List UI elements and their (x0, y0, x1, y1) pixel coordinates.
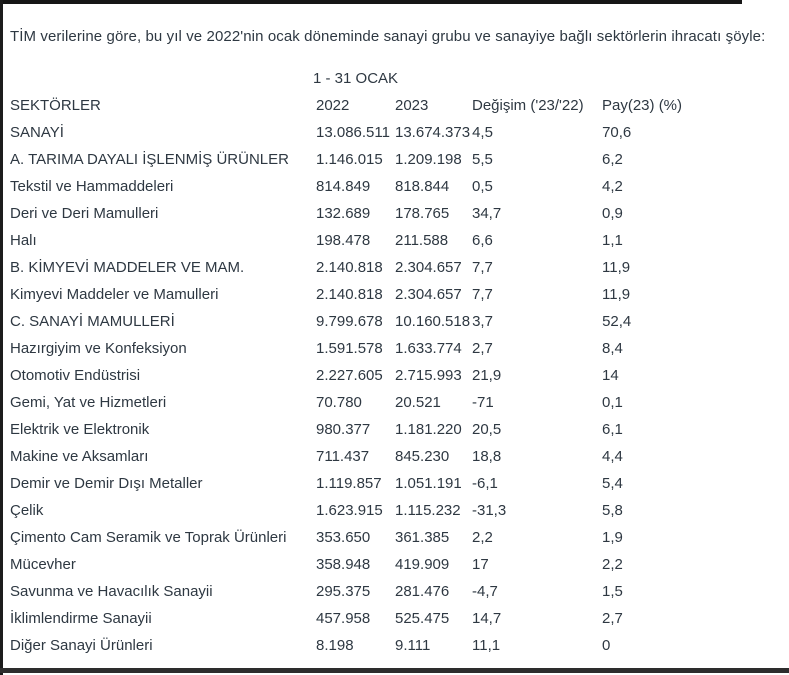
value-2022: 70.780 (316, 394, 362, 411)
column-header-change: Değişim ('23/'22) (472, 97, 584, 114)
value-2022: 980.377 (316, 421, 371, 438)
table-header-row (10, 92, 789, 119)
table-row (10, 524, 789, 551)
value-share: 52,4 (602, 313, 632, 330)
table-row (10, 200, 789, 227)
value-2023: 2.304.657 (395, 259, 462, 276)
value-change: 5,5 (472, 151, 493, 168)
value-share: 70,6 (602, 124, 632, 141)
value-2022: 2.140.818 (316, 286, 383, 303)
value-2022: 13.086.511 (316, 124, 390, 141)
sector-name: Otomotiv Endüstrisi (10, 367, 141, 384)
value-change: 34,7 (472, 205, 502, 222)
value-share: 4,2 (602, 178, 623, 195)
value-change: 0,5 (472, 178, 493, 195)
value-2023: 1.633.774 (395, 340, 462, 357)
value-share: 6,1 (602, 421, 623, 438)
value-share: 5,8 (602, 502, 623, 519)
table-row (10, 362, 789, 389)
value-change: 11,1 (472, 637, 501, 654)
sector-name: C. SANAYİ MAMULLERİ (10, 313, 175, 330)
value-2023: 9.111 (395, 637, 431, 654)
value-2022: 132.689 (316, 205, 371, 222)
value-share: 0,9 (602, 205, 623, 222)
table-row (10, 227, 789, 254)
sector-name: Mücevher (10, 556, 76, 573)
value-share: 8,4 (602, 340, 623, 357)
value-2022: 1.623.915 (316, 502, 383, 519)
sector-name: Gemi, Yat ve Hizmetleri (10, 394, 167, 411)
value-change: 20,5 (472, 421, 502, 438)
column-header-share: Pay(23) (%) (602, 97, 683, 114)
value-2023: 525.475 (395, 610, 450, 627)
value-share: 4,4 (602, 448, 623, 465)
value-share: 1,9 (602, 529, 623, 546)
table-row (10, 470, 789, 497)
value-2022: 198.478 (316, 232, 371, 249)
table-row (10, 308, 789, 335)
value-share: 2,2 (602, 556, 623, 573)
sector-name: Savunma ve Havacılık Sanayii (10, 583, 213, 600)
table-row (10, 416, 789, 443)
value-2023: 2.715.993 (395, 367, 462, 384)
value-2022: 2.227.605 (316, 367, 383, 384)
value-change: -4,7 (472, 583, 498, 600)
value-share: 2,7 (602, 610, 623, 627)
table-row (10, 632, 789, 659)
value-change: 2,2 (472, 529, 493, 546)
value-2023: 178.765 (395, 205, 450, 222)
value-2023: 818.844 (395, 178, 450, 195)
sector-name: İklimlendirme Sanayii (10, 610, 152, 627)
value-2023: 419.909 (395, 556, 450, 573)
table-body (10, 119, 789, 659)
sector-name: Makine ve Aksamları (10, 448, 149, 465)
value-share: 1,5 (602, 583, 623, 600)
value-2022: 353.650 (316, 529, 371, 546)
value-change: 14,7 (472, 610, 502, 627)
value-change: -31,3 (472, 502, 507, 519)
column-header-2023: 2023 (395, 97, 429, 114)
value-2023: 361.385 (395, 529, 450, 546)
value-2022: 9.799.678 (316, 313, 383, 330)
sector-name: Hazırgiyim ve Konfeksiyon (10, 340, 187, 357)
table-row (10, 281, 789, 308)
intro-text: TİM verilerine göre, bu yıl ve 2022'nin ocak döneminde sanayi grubu ve sanayiye bağlı sektörlerin ihracatı şöyle: (10, 28, 766, 45)
table-row (10, 578, 789, 605)
sector-name: A. TARIMA DAYALI İŞLENMİŞ ÜRÜNLER (10, 151, 289, 168)
value-2022: 295.375 (316, 583, 371, 600)
value-change: 6,6 (472, 232, 493, 249)
value-change: 7,7 (472, 286, 493, 303)
value-2022: 711.437 (316, 448, 370, 465)
value-change: 4,5 (472, 124, 493, 141)
table-row (10, 119, 789, 146)
table-row (10, 173, 789, 200)
value-share: 5,4 (602, 475, 623, 492)
value-2023: 1.181.220 (395, 421, 462, 438)
value-change: 2,7 (472, 340, 493, 357)
value-change: 3,7 (472, 313, 493, 330)
value-2022: 1.119.857 (316, 475, 382, 492)
table-row (10, 551, 789, 578)
period-label: 1 - 31 OCAK (313, 70, 399, 87)
sector-name: Elektrik ve Elektronik (10, 421, 150, 438)
value-2023: 1.051.191 (395, 475, 462, 492)
value-2023: 13.674.373 (395, 124, 471, 141)
value-2023: 1.115.232 (395, 502, 461, 519)
value-share: 0 (602, 637, 611, 654)
value-2023: 281.476 (395, 583, 450, 600)
sector-name: B. KİMYEVİ MADDELER VE MAM. (10, 259, 245, 276)
value-share: 0,1 (602, 394, 623, 411)
value-change: 21,9 (472, 367, 502, 384)
value-change: -71 (472, 394, 494, 411)
value-share: 11,9 (602, 286, 631, 303)
value-2022: 8.198 (316, 637, 354, 654)
value-2022: 1.146.015 (316, 151, 383, 168)
table-row (10, 605, 789, 632)
export-table (10, 65, 789, 659)
value-2023: 845.230 (395, 448, 450, 465)
table-row (10, 335, 789, 362)
table-period-row (10, 65, 789, 92)
sector-name: Çimento Cam Seramik ve Toprak Ürünleri (10, 529, 287, 546)
sector-name: Demir ve Demir Dışı Metaller (10, 475, 203, 492)
value-change: 17 (472, 556, 489, 573)
value-2022: 1.591.578 (316, 340, 383, 357)
value-2022: 814.849 (316, 178, 371, 195)
value-change: 18,8 (472, 448, 502, 465)
sector-name: Tekstil ve Hammaddeleri (10, 178, 174, 195)
sector-name: Deri ve Deri Mamulleri (10, 205, 159, 222)
value-2022: 457.958 (316, 610, 371, 627)
value-change: -6,1 (472, 475, 498, 492)
value-2023: 1.209.198 (395, 151, 462, 168)
value-share: 14 (602, 367, 619, 384)
sector-name: SANAYİ (10, 124, 64, 141)
column-header-sector: SEKTÖRLER (10, 97, 101, 114)
column-header-2022: 2022 (316, 97, 350, 114)
value-share: 11,9 (602, 259, 631, 276)
value-2023: 20.521 (395, 394, 441, 411)
value-2023: 211.588 (395, 232, 449, 249)
value-change: 7,7 (472, 259, 493, 276)
table-row (10, 389, 789, 416)
sector-name: Halı (10, 232, 37, 249)
table-row (10, 254, 789, 281)
value-2022: 2.140.818 (316, 259, 383, 276)
sector-name: Kimyevi Maddeler ve Mamulleri (10, 286, 219, 303)
value-share: 6,2 (602, 151, 623, 168)
value-2023: 10.160.518 (395, 313, 471, 330)
table-row (10, 497, 789, 524)
table-row (10, 146, 789, 173)
value-2023: 2.304.657 (395, 286, 462, 303)
value-share: 1,1 (602, 232, 623, 249)
table-row (10, 443, 789, 470)
bottom-divider-bar (0, 668, 789, 673)
value-2022: 358.948 (316, 556, 371, 573)
sector-name: Diğer Sanayi Ürünleri (10, 637, 153, 654)
sector-name: Çelik (10, 502, 44, 519)
